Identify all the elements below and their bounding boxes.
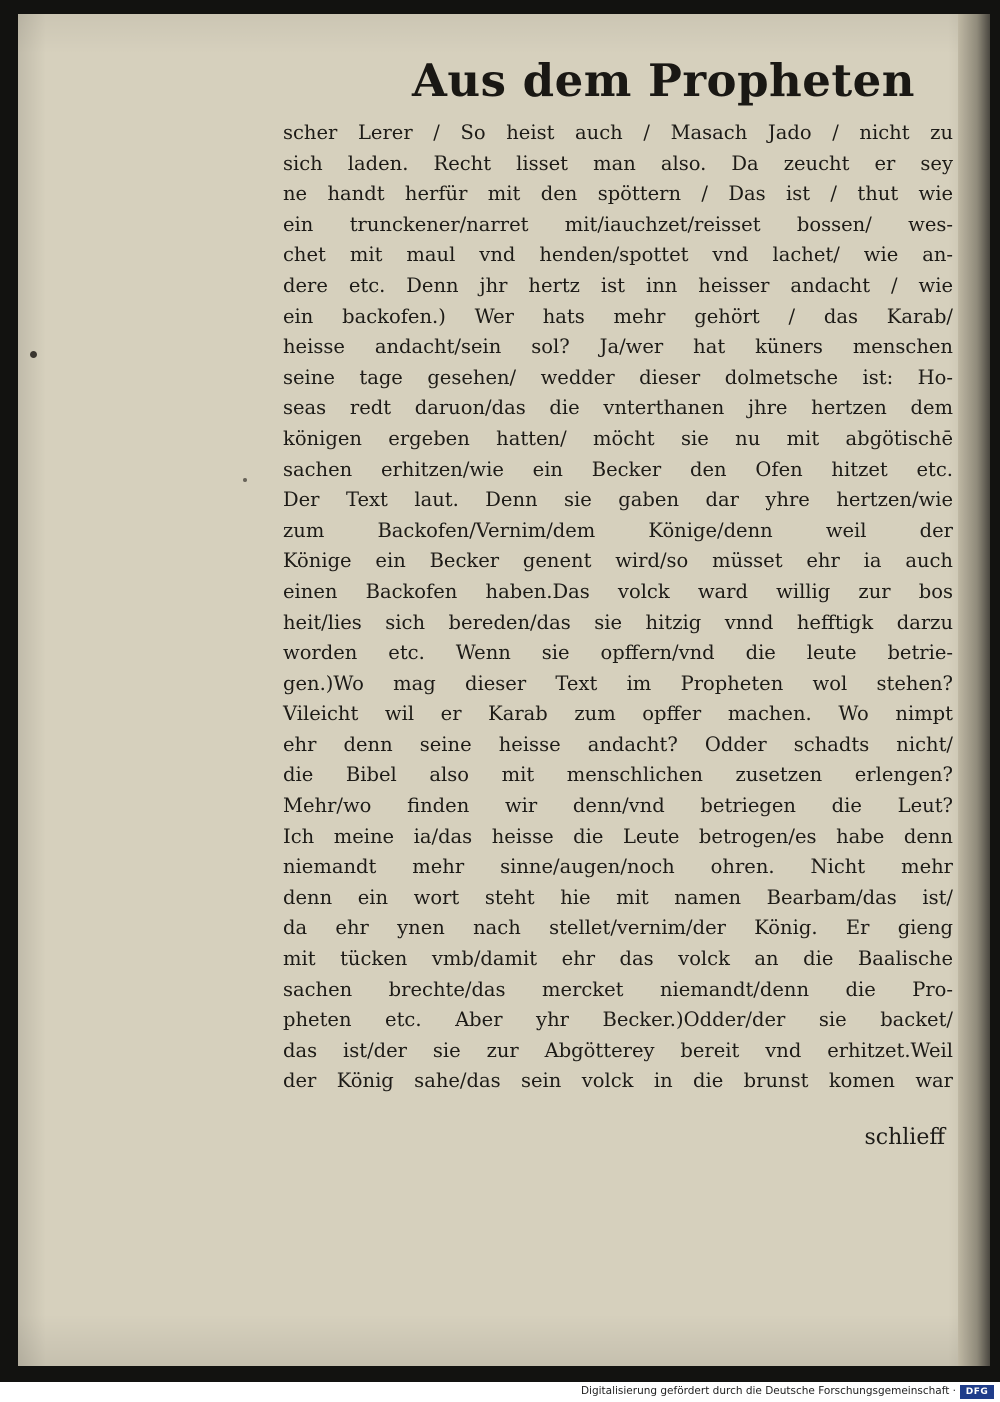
text-line: einen Backofen haben.Das volck ward willig zur bos — [283, 579, 953, 603]
text-line: denn ein wort steht hie mit namen Bearbam/das ist/ — [283, 885, 953, 909]
text-line: zum Backofen/Vernim/dem Könige/denn weil der — [283, 518, 953, 542]
page-gutter — [958, 14, 990, 1366]
ink-spot — [30, 351, 37, 358]
digitization-credit-bar — [0, 1382, 1000, 1402]
text-line: heisse andacht/sein sol? Ja/wer hat küners menschen — [283, 335, 953, 359]
text-line: die Bibel also mit menschlichen zusetzen erlengen? — [283, 763, 953, 787]
text-line: worden etc. Wenn sie opffern/vnd die leute betrie- — [283, 641, 953, 665]
text-line: Vileicht wil er Karab zum opffer machen. Wo nimpt — [283, 702, 953, 726]
text-line: ne handt herfür mit den spöttern / Das ist / thut wie — [283, 182, 953, 206]
text-line: pheten etc. Aber yhr Becker.)Odder/der sie backet/ — [283, 1008, 953, 1032]
text-line: der König sahe/das sein volck in die brunst komen war — [283, 1069, 953, 1093]
text-line: sachen erhitzen/wie ein Becker den Ofen hitzet etc. — [283, 457, 953, 481]
dfg-logo: DFG — [960, 1385, 994, 1399]
ink-spot — [243, 478, 247, 482]
text-line: Ich meine ia/das heisse die Leute betrogen/es habe denn — [283, 824, 953, 848]
running-head: Aus dem Propheten — [412, 54, 916, 107]
text-line: ehr denn seine heisse andacht? Odder schadts nicht/ — [283, 732, 953, 756]
text-line: chet mit maul vnd henden/spottet vnd lachet/ wie an- — [283, 243, 953, 267]
text-line: mit tücken vmb/damit ehr das volck an die Baalische — [283, 947, 953, 971]
text-line: sachen brechte/das mercket niemandt/denn die Pro- — [283, 977, 953, 1001]
text-line: niemandt mehr sinne/augen/noch ohren. Nicht mehr — [283, 855, 953, 879]
text-line: ein backofen.) Wer hats mehr gehört / das Karab/ — [283, 304, 953, 328]
text-line: sich laden. Recht lisset man also. Da zeucht er sey — [283, 151, 953, 175]
text-line: heit/lies sich bereden/das sie hitzig vnnd hefftigk darzu — [283, 610, 953, 634]
text-line: Könige ein Becker genent wird/so müsset ehr ia auch — [283, 549, 953, 573]
text-line: seine tage gesehen/ wedder dieser dolmetsche ist: Ho- — [283, 365, 953, 389]
text-line: gen.)Wo mag dieser Text im Propheten wol stehen? — [283, 671, 953, 695]
text-line: das ist/der sie zur Abgötterey bereit vnd erhitzet.Weil — [283, 1038, 953, 1062]
text-line: dere etc. Denn jhr hertz ist inn heisser andacht / wie — [283, 273, 953, 297]
catchword: schlieff — [864, 1125, 945, 1150]
credit-text: Digitalisierung gefördert durch die Deutsche Forschungsgemeinschaft · — [580, 1385, 956, 1397]
text-line: Mehr/wo finden wir denn/vnd betriegen die Leut? — [283, 794, 953, 818]
text-line: ein trunckener/narret mit/iauchzet/reisset bossen/ wes- — [283, 212, 953, 236]
text-line: seas redt daruon/das die vnterthanen jhre hertzen dem — [283, 396, 953, 420]
text-line: da ehr ynen nach stellet/vernim/der König. Er gieng — [283, 916, 953, 940]
text-line: Der Text laut. Denn sie gaben dar yhre hertzen/wie — [283, 488, 953, 512]
body-text — [283, 118, 953, 1097]
text-line: königen ergeben hatten/ möcht sie nu mit abgötischē — [283, 426, 953, 450]
text-line: scher Lerer / So heist auch / Masach Jado / nicht zu — [283, 121, 953, 144]
